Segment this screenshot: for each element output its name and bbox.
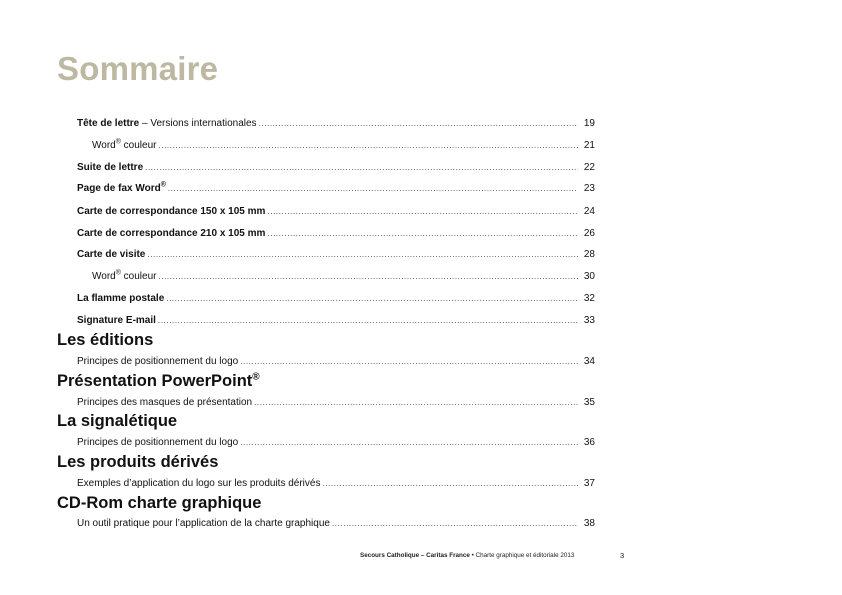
toc-entry-label: Principes des masques de présentation xyxy=(77,397,253,408)
section-heading-cd-rom[interactable]: CD-Rom charte graphique xyxy=(57,494,262,512)
toc-entry-signaletique-logo[interactable] xyxy=(77,436,595,450)
dot-leader xyxy=(240,436,578,450)
dot-leader xyxy=(147,248,578,262)
dot-leader xyxy=(166,292,578,306)
section-heading-editions[interactable]: Les éditions xyxy=(57,331,154,349)
toc-page-number: 24 xyxy=(583,206,595,217)
toc-entry-label: Carte de visite xyxy=(77,249,146,260)
dot-leader xyxy=(259,117,578,131)
toc-entry-carte-de-visite[interactable] xyxy=(77,248,595,262)
dot-leader xyxy=(332,517,578,531)
dot-leader xyxy=(254,396,578,410)
toc-entry-label: Carte de correspondance 210 x 105 mm xyxy=(77,228,266,239)
dot-leader xyxy=(240,355,578,369)
toc-page-number: 30 xyxy=(583,271,595,282)
toc-page-number: 19 xyxy=(583,118,595,129)
toc-entry-label: Carte de correspondance 150 x 105 mm xyxy=(77,206,266,217)
dot-leader xyxy=(168,182,578,196)
page-title: Sommaire xyxy=(57,50,219,87)
toc-page-number: 32 xyxy=(583,293,595,304)
toc-entry-label: Principes de positionnement du logo xyxy=(77,356,239,367)
toc-page-number: 28 xyxy=(583,249,595,260)
toc-page-number: 35 xyxy=(583,397,595,408)
toc-page-number: 33 xyxy=(583,315,595,326)
page-footer: Secours Catholique – Caritas France • Charte graphique et éditoriale 2013 xyxy=(360,552,575,559)
toc-entry-word-couleur-2[interactable] xyxy=(92,270,595,284)
toc-page-number: 26 xyxy=(583,228,595,239)
toc-entry-label: Suite de lettre xyxy=(77,162,144,173)
dot-leader xyxy=(145,161,578,175)
toc-entry-label: Un outil pratique pour l’application de la charte graphique xyxy=(77,518,330,529)
dot-leader xyxy=(267,227,578,241)
toc-entry-label: Page de fax Word® xyxy=(77,181,166,194)
toc-entry-signature-email[interactable] xyxy=(77,314,595,328)
toc-entry-masques-presentation[interactable] xyxy=(77,396,595,410)
footer-page-number: 3 xyxy=(620,551,625,560)
toc-entry-label: Word® couleur xyxy=(92,269,157,282)
toc-page-number: 36 xyxy=(583,437,595,448)
dot-leader xyxy=(267,205,578,219)
section-heading-signaletique[interactable]: La signalétique xyxy=(57,412,178,430)
toc-entry-editions-logo[interactable] xyxy=(77,355,595,369)
toc-entry-label: Signature E-mail xyxy=(77,315,156,326)
toc-entry-label: Tête de lettre – Versions internationales xyxy=(77,118,257,129)
toc-entry-suite-de-lettre[interactable] xyxy=(77,161,595,175)
toc-entry-flamme-postale[interactable] xyxy=(77,292,595,306)
toc-entry-page-de-fax[interactable] xyxy=(77,182,595,196)
toc-entry-word-couleur-1[interactable] xyxy=(92,139,595,153)
toc-entry-carte-correspondance-150[interactable] xyxy=(77,205,595,219)
toc-entry-label: La flamme postale xyxy=(77,293,165,304)
toc-entry-carte-correspondance-210[interactable] xyxy=(77,227,595,241)
dot-leader xyxy=(158,139,578,153)
section-heading-powerpoint[interactable]: Présentation PowerPoint® xyxy=(57,371,260,390)
toc-page-number: 23 xyxy=(583,183,595,194)
toc-entry-label: Principes de positionnement du logo xyxy=(77,437,239,448)
toc-page-number: 22 xyxy=(583,162,595,173)
toc-entry-tete-de-lettre[interactable] xyxy=(77,117,595,131)
toc-page-number: 37 xyxy=(583,478,595,489)
toc-entry-produits-derives[interactable] xyxy=(77,477,595,491)
toc-entry-label: Exemples d’application du logo sur les produits dérivés xyxy=(77,478,321,489)
toc-page-number: 34 xyxy=(583,356,595,367)
section-heading-produits-derives[interactable]: Les produits dérivés xyxy=(57,453,219,471)
dot-leader xyxy=(158,270,578,284)
toc-entry-label: Word® couleur xyxy=(92,138,157,151)
toc-entry-cd-rom-outil[interactable] xyxy=(77,517,595,531)
toc-page-number: 38 xyxy=(583,518,595,529)
dot-leader xyxy=(158,314,578,328)
toc-page-number: 21 xyxy=(583,140,595,151)
dot-leader xyxy=(322,477,578,491)
